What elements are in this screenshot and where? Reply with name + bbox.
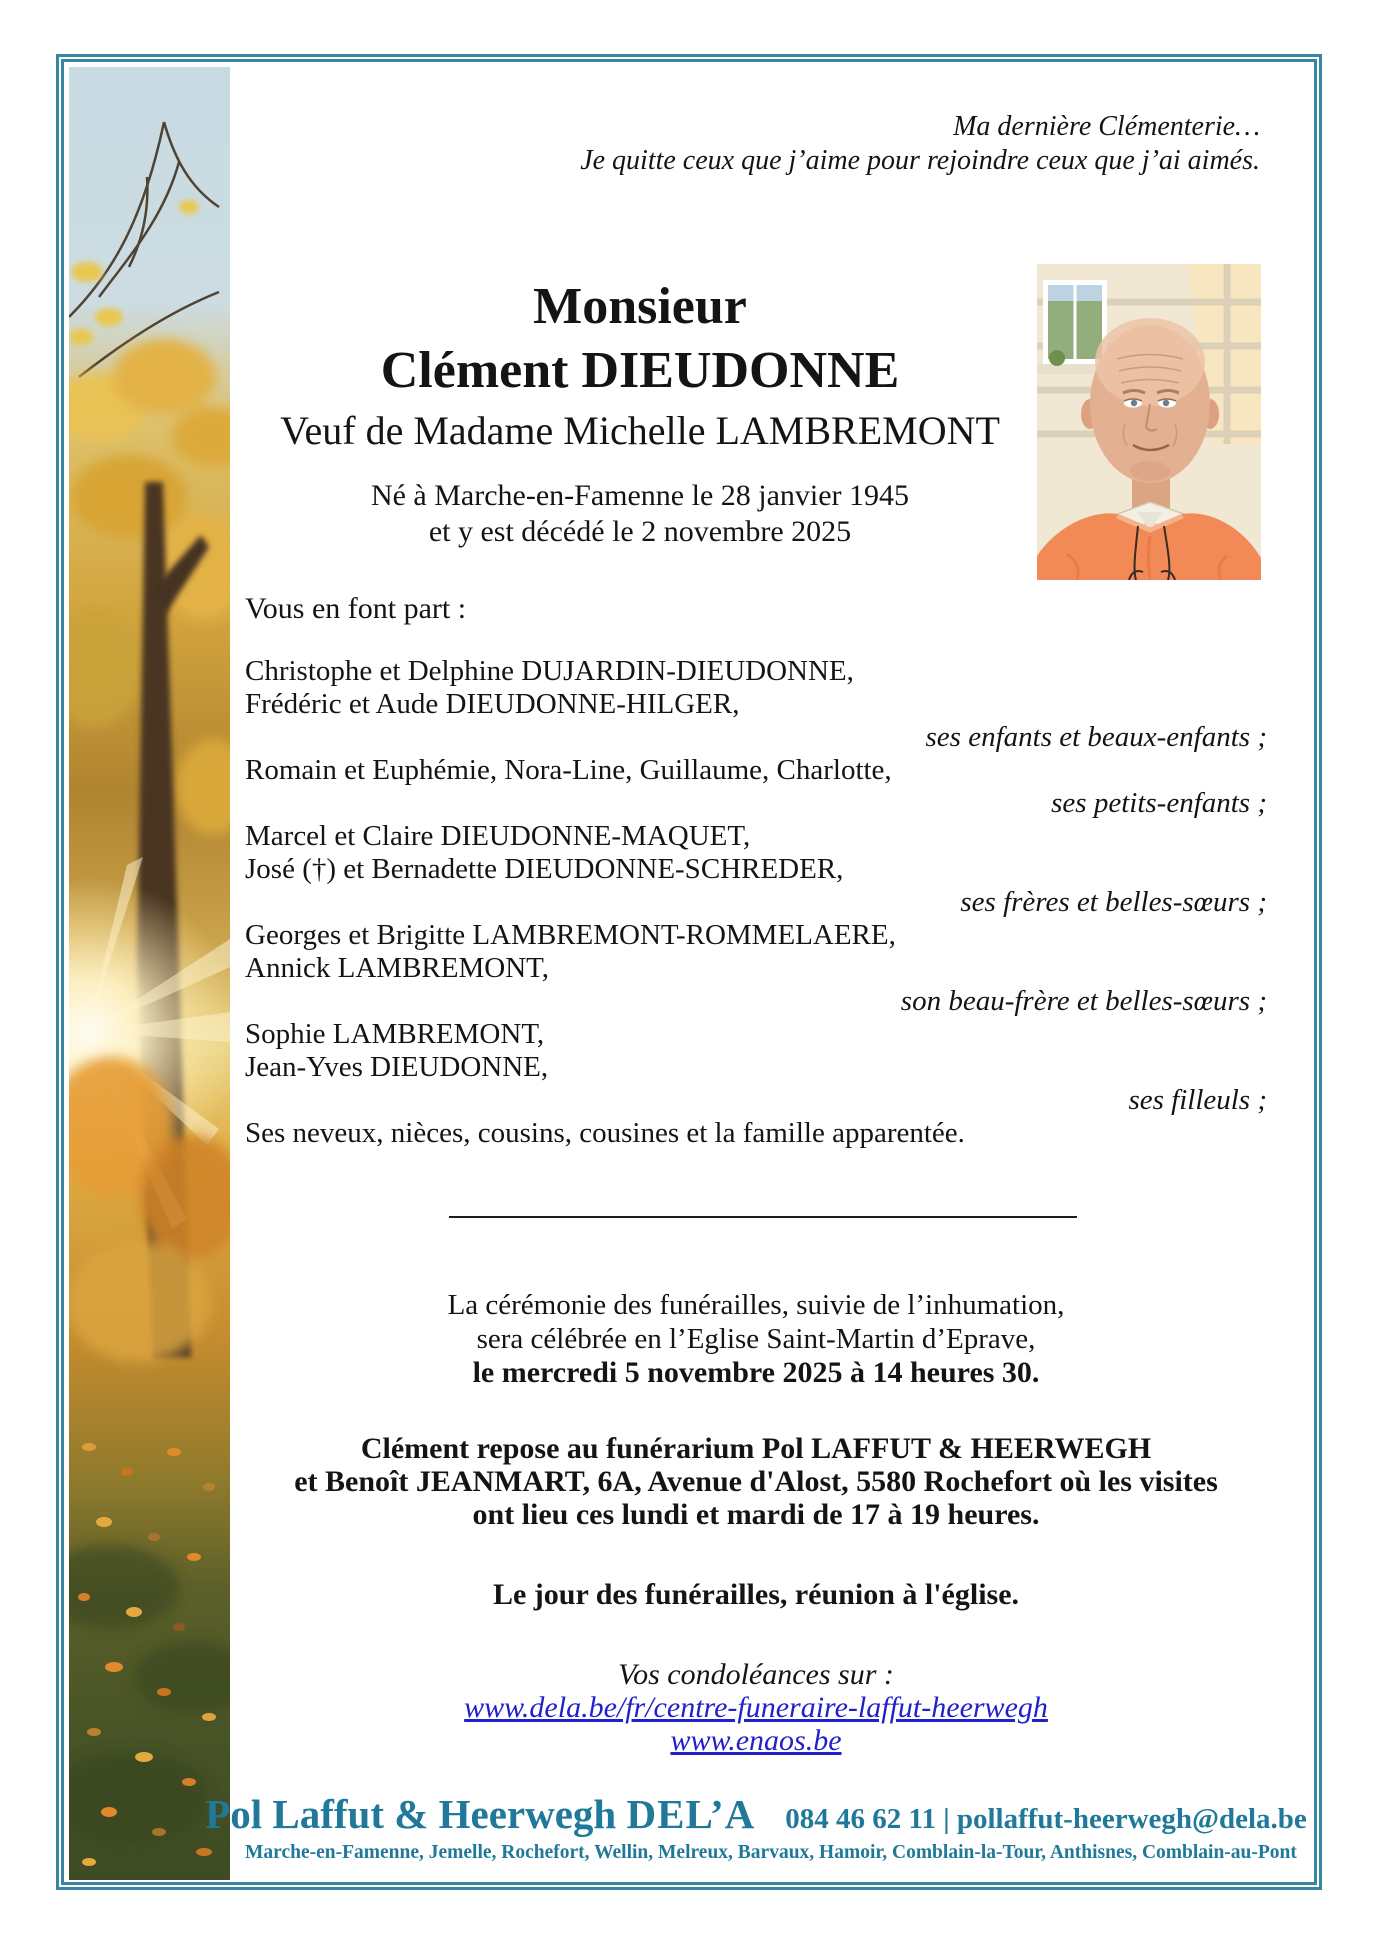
autumn-trees-photo [69, 67, 230, 1880]
footer-brand-row [205, 1790, 1307, 1838]
family-relation-row: ses frères et belles-sœurs ; [960, 886, 1267, 918]
footer-contact: 084 46 62 11 | pollaffut-heerwegh@dela.be [785, 1803, 1307, 1835]
ceremony-line-2: sera célébrée en l’Eglise Saint-Martin d’Eprave, [476, 1323, 1036, 1355]
family-list [245, 655, 1267, 1150]
reunion-line: Le jour des funérailles, réunion à l'église. [492, 1578, 1020, 1611]
footer-brand-logo: DEL’A [626, 1791, 756, 1837]
autumn-trees-illustration [69, 67, 230, 1880]
memorial-quote-line-2: Je quitte ceux que j’aime pour rejoindre ceux que j’ai aimés. [580, 145, 1260, 176]
widower-line: Veuf de Madame Michelle LAMBREMONT [280, 408, 1000, 453]
footer-brand-name: Pol Laffut & Heerwegh [205, 1791, 617, 1837]
death-line: et y est décédé le 2 novembre 2025 [428, 515, 852, 548]
title-block [245, 276, 1035, 458]
family-relation-row: son beau-frère et belles-sœurs ; [900, 985, 1267, 1017]
family-relation-row: ses filleuls ; [1128, 1084, 1267, 1116]
portrait-illustration [1037, 264, 1261, 580]
funeral-home-line-3: ont lieu ces lundi et mardi de 17 à 19 heures. [472, 1498, 1040, 1531]
condolence-link-dela[interactable]: www.dela.be/fr/centre-funeraire-laffut-heerwegh [464, 1691, 1048, 1724]
family-name-row: Marcel et Claire DIEUDONNE-MAQUET, [245, 820, 751, 852]
footer-towns: Marche-en-Famenne, Jemelle, Rochefort, Wellin, Melreux, Barvaux, Hamoir, Comblain-la-Tour, Anthisnes, Comblain-au-Pont [245, 1842, 1297, 1863]
family-name-row: Christophe et Delphine DUJARDIN-DIEUDONNE, [245, 655, 854, 687]
family-name-row: Ses neveux, nièces, cousins, cousines et la famille apparentée. [245, 1117, 965, 1149]
deceased-name: Clément DIEUDONNE [380, 342, 900, 399]
family-relation-row: ses petits-enfants ; [1051, 787, 1267, 819]
family-name-row: Jean-Yves DIEUDONNE, [245, 1051, 549, 1083]
announcement-intro: Vous en font part : [245, 592, 467, 625]
funeral-home-line-1: Clément repose au funérarium Pol LAFFUT & HEERWEGH [360, 1432, 1152, 1465]
memorial-quote-line-1: Ma dernière Clémenterie… [953, 111, 1260, 142]
funeral-home-block [245, 1432, 1267, 1531]
birth-death-block [245, 478, 1035, 550]
ceremony-line-1: La cérémonie des funérailles, suivie de l’inhumation, [447, 1289, 1065, 1321]
honorific: Monsieur [533, 278, 747, 335]
family-name-row: Annick LAMBREMONT, [245, 952, 549, 984]
family-name-row: Georges et Brigitte LAMBREMONT-ROMMELAERE, [245, 919, 896, 951]
family-name-row: Frédéric et Aude DIEUDONNE-HILGER, [245, 688, 740, 720]
condolences-label: Vos condoléances sur : [618, 1658, 894, 1691]
family-name-row: José (†) et Bernadette DIEUDONNE-SCHREDER, [245, 853, 844, 885]
memorial-quote [480, 110, 1260, 178]
ceremony-block [245, 1288, 1267, 1390]
condolence-link-enaos[interactable]: www.enaos.be [670, 1724, 842, 1757]
portrait-photo [1037, 264, 1261, 580]
family-name-row: Sophie LAMBREMONT, [245, 1018, 545, 1050]
birth-line: Né à Marche-en-Famenne le 28 janvier 1945 [370, 479, 910, 512]
condolences-block [245, 1658, 1267, 1757]
funeral-home-line-2: et Benoît JEANMART, 6A, Avenue d'Alost, 5580 Rochefort où les visites [294, 1465, 1218, 1498]
family-relation-row: ses enfants et beaux-enfants ; [925, 721, 1267, 753]
family-name-row: Romain et Euphémie, Nora-Line, Guillaume, Charlotte, [245, 754, 892, 786]
section-divider [449, 1216, 1077, 1218]
footer-brand [205, 1790, 755, 1838]
ceremony-date-line: le mercredi 5 novembre 2025 à 14 heures 30. [472, 1356, 1040, 1389]
